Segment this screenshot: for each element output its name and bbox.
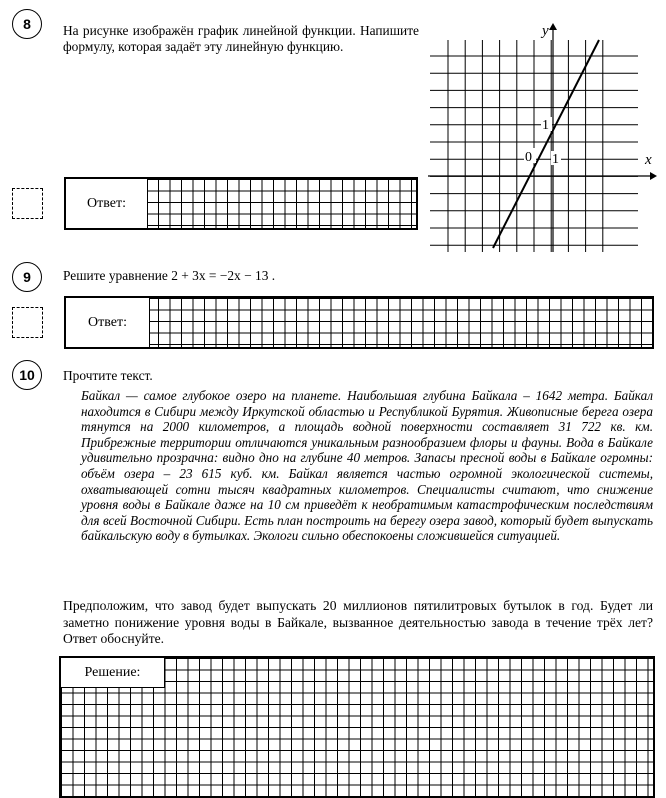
task-10-solution-field[interactable] (59, 656, 655, 798)
graph-grid (430, 40, 638, 252)
task-10-solution-label: Решение: (61, 658, 165, 688)
task-9-text: Решите уравнение 2 + 3x = −2x − 13 . (63, 268, 276, 283)
task-8-answer-label: Ответ: (66, 179, 148, 228)
task-8-number: 8 (12, 9, 42, 39)
origin-label: 0 (525, 150, 532, 165)
task-8-answer-field[interactable] (64, 177, 418, 230)
x-tick-label: 1 (552, 152, 559, 167)
x-axis-arrow (650, 172, 657, 180)
baikal-text-passage: Байкал — самое глубокое озеро на планете. Наибольшая глубина Байкала – 1642 метра. Байкал находится в Сибири между Иркутской областью и Республикой Бурятия. Живописные берега озера тянутся на 2000 километров, а площадь водной поверхности составляет 31 722 кв. км. Прибрежные территории отличаются уникальным разнообразием флоры и фауны. Вода в Байкале удивительно прозрачна: видно дно на глубине 40 метров. Запасы пресной воды в Байкале огромны: объём озера – 23 615 куб. км. Байкал является частью огромной экологической системы, охватывающей сотни тысяч квадратных километров. Специалисты считают, что снижение уровня воды в Байкале даже на 10 см приведёт к необратимым катастрофическим последствиям для всей Восточной Сибири. Есть план построить на берегу озера завод, который будет выпускать байкальскую воду в бутылках. Экологи сильно обеспокоены сложившейся ситуацией. (81, 388, 653, 544)
task-10-intro: Прочтите текст. (63, 368, 153, 383)
task-9-number: 9 (12, 262, 42, 292)
linear-function-graph (428, 22, 658, 252)
task-10-question: Предположим, что завод будет выпускать 20 миллионов пятилитровых бутылок в год. Будет ли заметно понижение уровня воды в Байкале, вызванное деятельностью завода в течение трёх лет? Ответ обоснуйте. (63, 598, 653, 646)
function-line (493, 40, 599, 248)
y-axis-label: y (542, 23, 549, 39)
task-8-score-box (12, 188, 43, 219)
task-10-number: 10 (12, 360, 42, 390)
y-axis-arrow (549, 23, 557, 30)
task-9-score-box (12, 307, 43, 338)
task-8-text: На рисунке изображён график линейной функции. Напишите формулу, которая задаёт эту линейную функцию. (63, 23, 419, 54)
x-axis-label: x (645, 152, 652, 168)
task-9-answer-field[interactable] (64, 296, 654, 349)
task-9-answer-label: Ответ: (66, 298, 150, 347)
y-tick-label: 1 (542, 118, 549, 133)
